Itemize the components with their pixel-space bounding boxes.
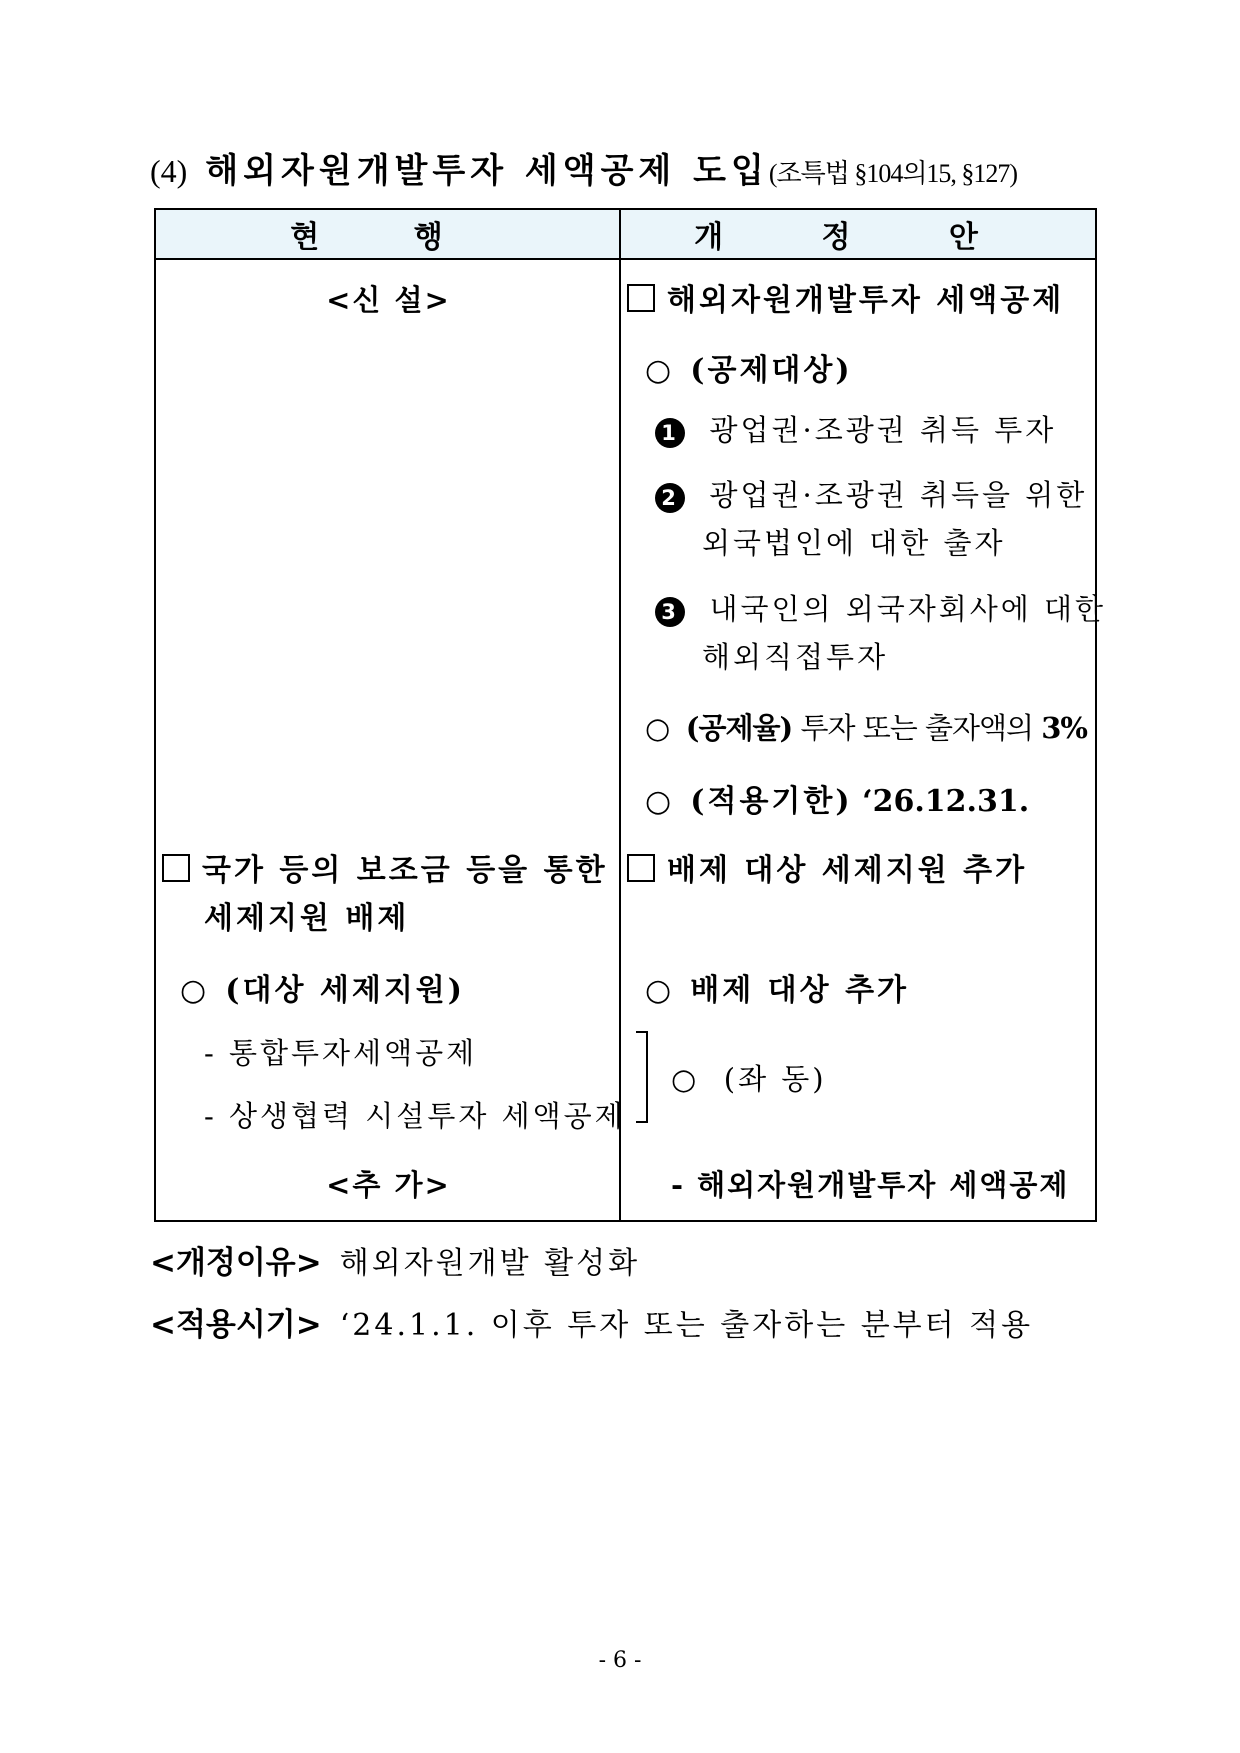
deduction-target: ○ (공제대상): [645, 353, 853, 388]
reason-label: <개정이유>: [150, 1245, 322, 1281]
proposed-exclusion-title: 배제 대상 세제지원 추가: [627, 845, 1027, 889]
bracket-mark: [636, 1031, 648, 1123]
header-proposed: 개 정 안: [620, 209, 1096, 259]
added-item: - 해외자원개발투자 세액공제: [671, 1168, 1070, 1202]
circle-bullet-icon: ○: [645, 784, 672, 819]
effective-date: [150, 1299, 1033, 1344]
target-item-2-line2: 외국법인에 대한 출자: [702, 526, 1006, 560]
number-one-icon: 1: [655, 418, 685, 448]
exclusion-title: 국가 등의 보조금 등을 통한: [162, 845, 608, 889]
section-heading: [150, 143, 1017, 192]
circle-bullet-icon: ○: [645, 711, 670, 745]
current-column: [155, 259, 626, 1221]
comparison-table: [154, 208, 1107, 1222]
circle-bullet-icon: ○: [671, 1062, 700, 1096]
target-item-3: 3 내국인의 외국자회사에 대한: [655, 587, 1106, 628]
number-two-icon: 2: [655, 483, 685, 513]
proposed-section-title: 해외자원개발투자 세액공제: [627, 275, 1064, 319]
exclusion-title-line2: 세제지원 배제: [204, 901, 410, 936]
dash-item-integrated: - 통합투자세액공제: [204, 1036, 478, 1070]
effective-text: ‘24.1.1. 이후 투자 또는 출자하는 분부터 적용: [339, 1308, 1034, 1343]
checkbox-square-icon: [627, 854, 655, 882]
target-item-3-line2: 해외직접투자: [702, 640, 889, 674]
target-item: ○ (대상 세제지원): [180, 973, 465, 1008]
circle-bullet-icon: ○: [180, 973, 207, 1008]
amendment-reason: [150, 1237, 640, 1282]
section-title: 해외자원개발투자 세액공제 도입: [205, 151, 769, 191]
deduction-rate: ○ (공제율) 투자 또는 출자액의 3%: [645, 711, 1087, 745]
added-label: <추 가>: [326, 1168, 451, 1202]
circle-bullet-icon: ○: [645, 973, 672, 1008]
proposed-column: [620, 259, 1107, 1221]
circle-bullet-icon: ○: [645, 353, 672, 388]
effective-label: <적용시기>: [150, 1307, 322, 1343]
target-item-2: 2 광업권·조광권 취득을 위한: [655, 473, 1087, 514]
section-number: (4): [150, 153, 188, 189]
number-three-icon: 3: [655, 597, 685, 627]
same-as-left: ○ (좌 동): [671, 1062, 827, 1096]
new-label: <신 설>: [326, 283, 451, 317]
same-as-left-group: [621, 1031, 827, 1121]
checkbox-square-icon: [627, 284, 655, 312]
law-reference: (조특법 §104의15, §127): [768, 159, 1018, 188]
page-number: - 6 -: [598, 1648, 642, 1673]
header-current: 현 행: [155, 209, 620, 259]
exclusion-add: ○ 배제 대상 추가: [645, 973, 910, 1008]
checkbox-square-icon: [162, 854, 190, 882]
application-period: ○ (적용기한) ‘26.12.31.: [645, 784, 1030, 819]
target-item-1: 1 광업권·조광권 취득 투자: [655, 408, 1056, 449]
dash-item-cooperation: - 상생협력 시설투자 세액공제: [204, 1099, 626, 1133]
reason-text: 해외자원개발 활성화: [339, 1246, 641, 1281]
